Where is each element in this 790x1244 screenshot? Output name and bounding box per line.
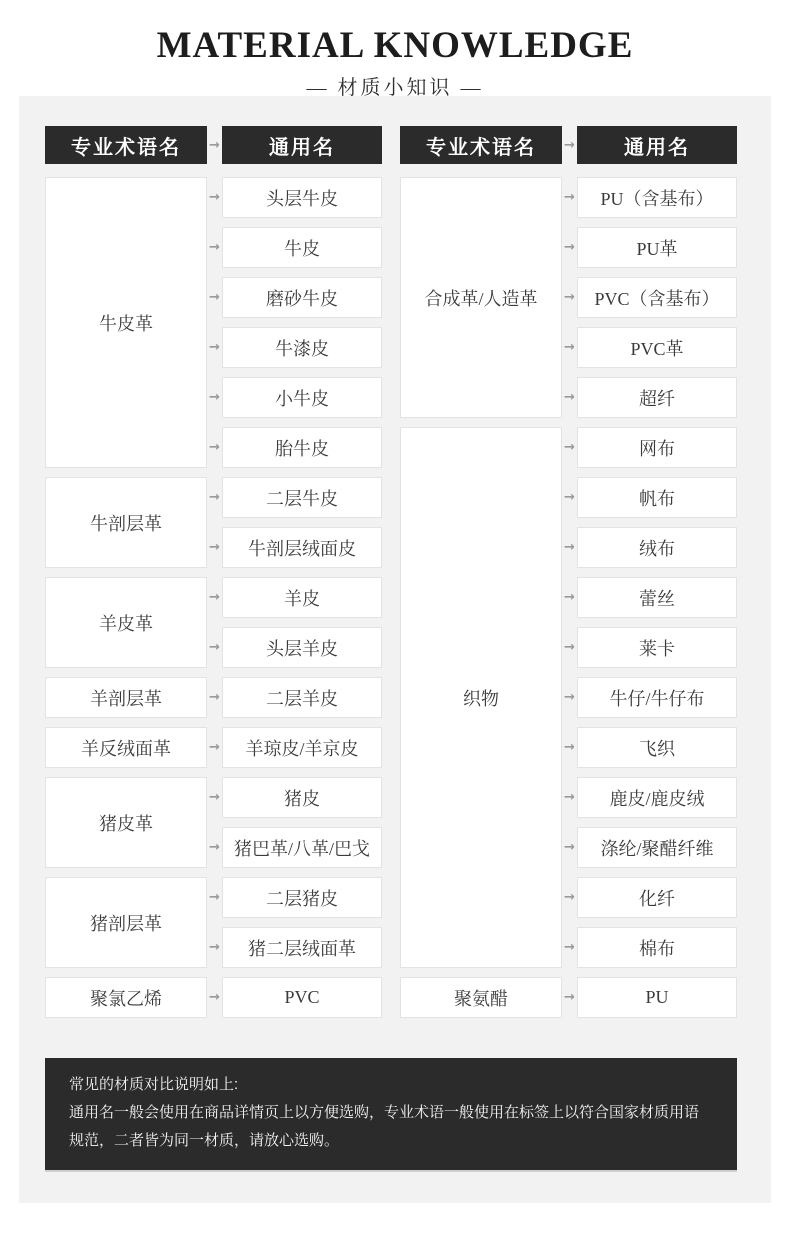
arrow-right-icon: →	[209, 740, 220, 755]
mapping-row	[207, 227, 382, 268]
term-group	[45, 877, 382, 968]
common-name-cell: PVC革	[577, 327, 737, 368]
common-name-cell: 二层牛皮	[222, 477, 382, 518]
arrow-right-icon: →	[209, 390, 220, 405]
common-name-cell: 二层羊皮	[222, 677, 382, 718]
arrow-right-icon: →	[209, 540, 220, 555]
arrow-right-icon: →	[564, 440, 575, 455]
mapping-row	[562, 927, 737, 968]
common-name-cell: 超纤	[577, 377, 737, 418]
arrow-right-icon: →	[564, 990, 575, 1005]
term-cell: 猪剖层革	[45, 877, 207, 968]
common-name-cell: 猪皮	[222, 777, 382, 818]
common-name-cell: 胎牛皮	[222, 427, 382, 468]
common-name-cell: 牛漆皮	[222, 327, 382, 368]
term-cell: 织物	[400, 427, 562, 968]
left-column-header-row	[45, 126, 382, 164]
common-name-cell: PU	[577, 977, 737, 1018]
common-name-list	[562, 427, 737, 968]
header	[0, 0, 790, 99]
arrow-right-icon: →	[564, 240, 575, 255]
mapping-row	[562, 177, 737, 218]
term-cell: 羊反绒面革	[45, 727, 207, 768]
common-name-cell: 羊皮	[222, 577, 382, 618]
mapping-row	[207, 477, 382, 518]
mapping-row	[207, 527, 382, 568]
right-column-header-row	[400, 126, 737, 164]
common-name-cell: 莱卡	[577, 627, 737, 668]
column-header-common: 通用名	[577, 126, 737, 164]
common-name-list	[207, 677, 382, 718]
mapping-row	[207, 177, 382, 218]
term-group	[400, 977, 737, 1018]
term-cell: 猪皮革	[45, 777, 207, 868]
mapping-row	[562, 327, 737, 368]
arrow-right-icon: →	[564, 590, 575, 605]
arrow-right-icon: →	[564, 640, 575, 655]
mapping-row	[207, 677, 382, 718]
mapping-row	[207, 377, 382, 418]
common-name-cell: 猪二层绒面革	[222, 927, 382, 968]
common-name-cell: PVC	[222, 977, 382, 1018]
term-group	[45, 477, 382, 568]
comparison-grid	[45, 126, 737, 1018]
mapping-row	[562, 727, 737, 768]
arrow-right-icon: →	[209, 640, 220, 655]
common-name-list	[207, 177, 382, 468]
mapping-row	[562, 677, 737, 718]
arrow-right-icon: →	[564, 137, 575, 153]
term-cell: 聚氯乙烯	[45, 977, 207, 1018]
arrow-right-icon: →	[209, 890, 220, 905]
arrow-right-icon: →	[564, 940, 575, 955]
mapping-row	[207, 277, 382, 318]
mapping-row	[207, 877, 382, 918]
arrow-right-icon: →	[564, 740, 575, 755]
note-line-2: 通用名一般会使用在商品详情页上以方便选购，专业术语一般使用在标签上以符合国家材质用语规范，二者皆为同一材质，请放心选购。	[69, 1103, 700, 1149]
common-name-cell: 牛剖层绒面皮	[222, 527, 382, 568]
arrow-right-icon: →	[209, 137, 220, 153]
common-name-cell: 化纤	[577, 877, 737, 918]
term-group	[45, 177, 382, 468]
arrow-right-icon: →	[209, 690, 220, 705]
left-column	[45, 126, 382, 1018]
mapping-row	[562, 977, 737, 1018]
arrow-right-icon: →	[209, 340, 220, 355]
common-name-cell: 绒布	[577, 527, 737, 568]
left-column-groups	[45, 177, 382, 1018]
common-name-cell: 羊琼皮/羊京皮	[222, 727, 382, 768]
arrow-right-icon: →	[564, 290, 575, 305]
arrow-right-icon: →	[209, 940, 220, 955]
arrow-right-icon: →	[209, 990, 220, 1005]
right-column-groups	[400, 177, 737, 1018]
common-name-cell: 小牛皮	[222, 377, 382, 418]
mapping-row	[562, 777, 737, 818]
common-name-cell: 涤纶/聚醋纤维	[577, 827, 737, 868]
footer-note	[45, 1058, 737, 1172]
term-cell: 合成革/人造革	[400, 177, 562, 418]
mapping-row	[562, 877, 737, 918]
arrow-right-icon: →	[209, 190, 220, 205]
common-name-cell: 头层羊皮	[222, 627, 382, 668]
arrow-right-icon: →	[564, 790, 575, 805]
mapping-row	[562, 427, 737, 468]
common-name-cell: PU革	[577, 227, 737, 268]
term-cell: 牛皮革	[45, 177, 207, 468]
mapping-row	[207, 827, 382, 868]
mapping-row	[562, 527, 737, 568]
page-title: MATERIAL KNOWLEDGE	[156, 25, 634, 66]
mapping-row	[207, 327, 382, 368]
arrow-right-icon: →	[209, 290, 220, 305]
page-subtitle: — 材质小知识 —	[306, 77, 484, 99]
arrow-right-icon: →	[209, 240, 220, 255]
term-group	[400, 177, 737, 418]
note-line-1: 常见的材质对比说明如上:	[69, 1076, 239, 1093]
common-name-list	[562, 977, 737, 1018]
term-group	[45, 727, 382, 768]
common-name-cell: 猪巴革/八革/巴戈	[222, 827, 382, 868]
arrow-right-icon: →	[564, 190, 575, 205]
comparison-panel	[19, 96, 771, 1203]
term-cell: 聚氨醋	[400, 977, 562, 1018]
arrow-right-icon: →	[564, 340, 575, 355]
mapping-row	[562, 627, 737, 668]
mapping-row	[207, 577, 382, 618]
common-name-cell: 蕾丝	[577, 577, 737, 618]
term-group	[400, 427, 737, 968]
term-cell: 羊皮革	[45, 577, 207, 668]
common-name-list	[207, 727, 382, 768]
column-header-term: 专业术语名	[45, 126, 207, 164]
term-group	[45, 977, 382, 1018]
arrow-right-icon: →	[564, 690, 575, 705]
mapping-row	[207, 627, 382, 668]
mapping-row	[562, 377, 737, 418]
common-name-cell: 鹿皮/鹿皮绒	[577, 777, 737, 818]
mapping-row	[562, 227, 737, 268]
right-column	[400, 126, 737, 1018]
common-name-list	[207, 877, 382, 968]
common-name-list	[207, 777, 382, 868]
arrow-right-icon: →	[209, 440, 220, 455]
term-cell: 牛剖层革	[45, 477, 207, 568]
term-group	[45, 677, 382, 718]
mapping-row	[562, 477, 737, 518]
arrow-right-icon: →	[564, 890, 575, 905]
mapping-row	[207, 977, 382, 1018]
mapping-row	[207, 427, 382, 468]
common-name-cell: 牛皮	[222, 227, 382, 268]
common-name-list	[562, 177, 737, 418]
common-name-cell: 棉布	[577, 927, 737, 968]
common-name-list	[207, 477, 382, 568]
common-name-cell: 帆布	[577, 477, 737, 518]
mapping-row	[562, 277, 737, 318]
mapping-row	[562, 577, 737, 618]
mapping-row	[562, 827, 737, 868]
arrow-right-icon: →	[564, 540, 575, 555]
term-group	[45, 577, 382, 668]
term-cell: 羊剖层革	[45, 677, 207, 718]
common-name-cell: 头层牛皮	[222, 177, 382, 218]
arrow-right-icon: →	[564, 840, 575, 855]
common-name-cell: 磨砂牛皮	[222, 277, 382, 318]
common-name-list	[207, 977, 382, 1018]
arrow-right-icon: →	[564, 490, 575, 505]
mapping-row	[207, 927, 382, 968]
mapping-row	[207, 777, 382, 818]
arrow-right-icon: →	[209, 790, 220, 805]
common-name-cell: 二层猪皮	[222, 877, 382, 918]
term-group	[45, 777, 382, 868]
arrow-right-icon: →	[209, 590, 220, 605]
arrow-right-icon: →	[564, 390, 575, 405]
column-header-common: 通用名	[222, 126, 382, 164]
common-name-cell: PVC（含基布）	[577, 277, 737, 318]
arrow-right-icon: →	[209, 840, 220, 855]
arrow-right-icon: →	[209, 490, 220, 505]
common-name-cell: PU（含基布）	[577, 177, 737, 218]
common-name-cell: 网布	[577, 427, 737, 468]
common-name-list	[207, 577, 382, 668]
common-name-cell: 飞织	[577, 727, 737, 768]
common-name-cell: 牛仔/牛仔布	[577, 677, 737, 718]
column-header-term: 专业术语名	[400, 126, 562, 164]
mapping-row	[207, 727, 382, 768]
